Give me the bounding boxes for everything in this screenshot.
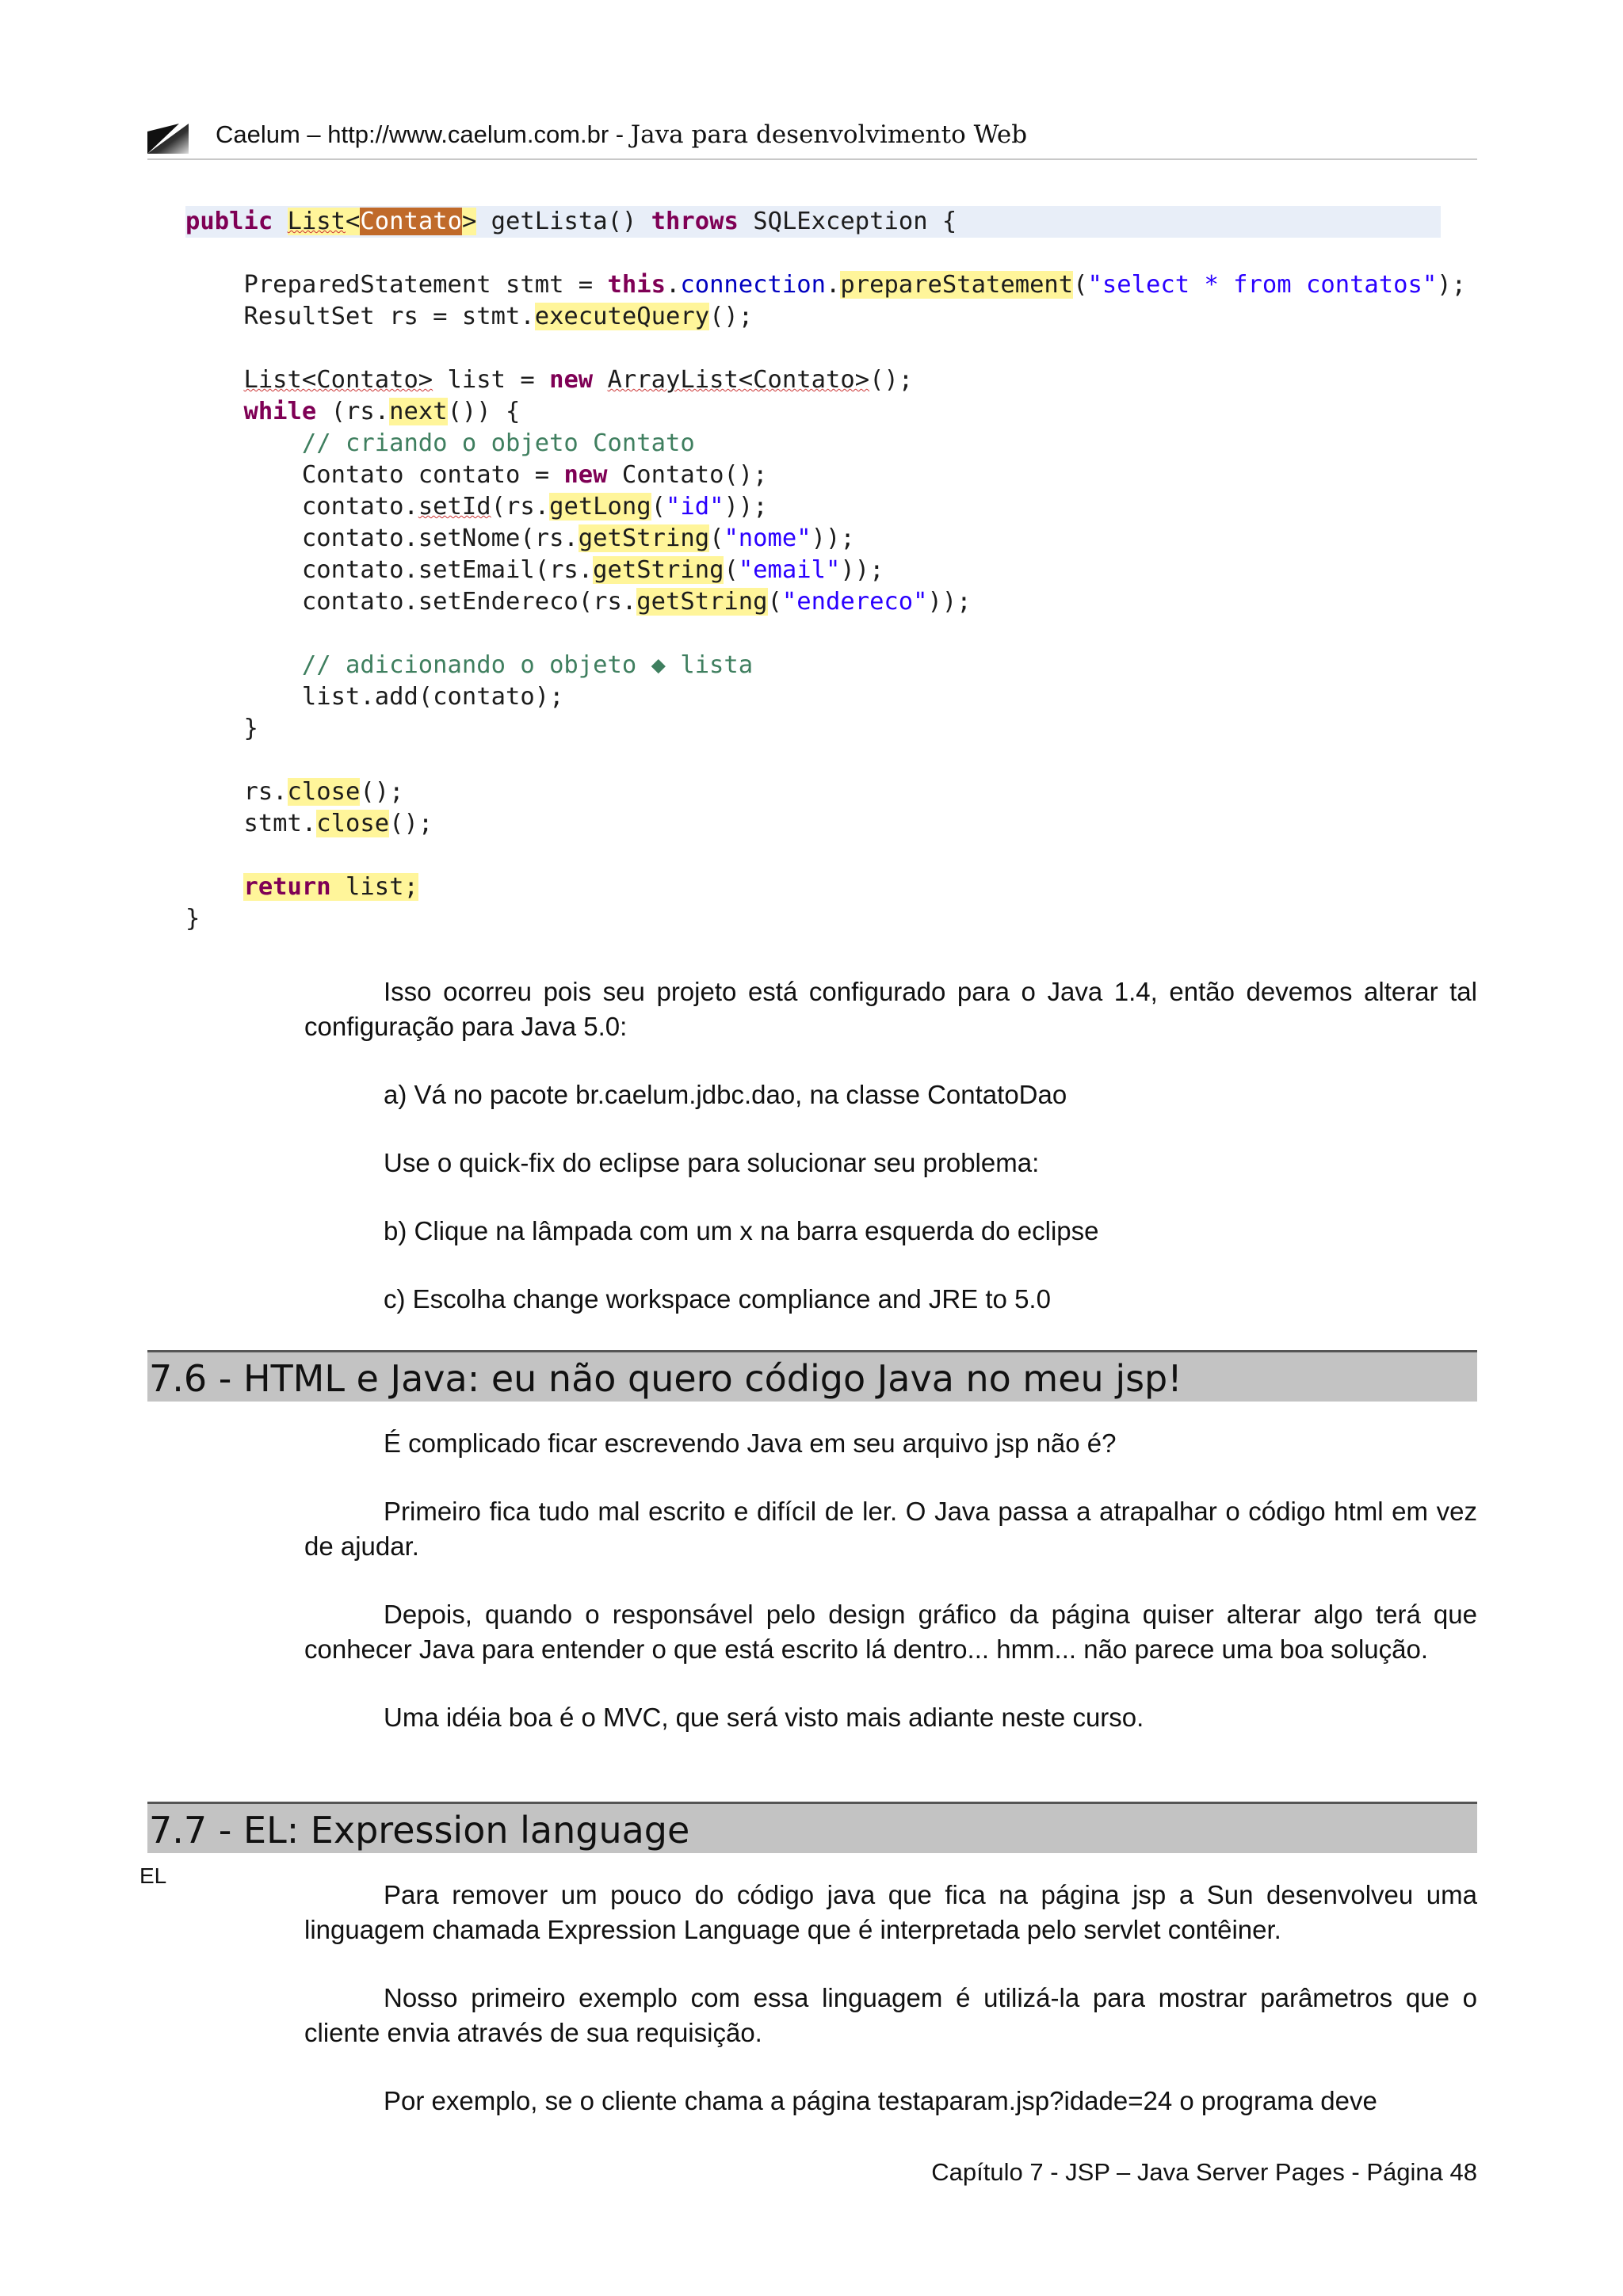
paragraph: Isso ocorreu pois seu projeto está configurado para o Java 1.4, então devemos alterar tal configuração para Java 5.0:: [304, 977, 1477, 1041]
code-line: stmt.close();: [185, 810, 433, 837]
paragraph: Primeiro fica tudo mal escrito e difícil de ler. O Java passa a atrapalhar o código html em vez de ajudar.: [304, 1497, 1477, 1561]
paragraph: Depois, quando o responsável pelo design gráfico da página quiser alterar algo terá que conhecer Java para entender o que está escrito lá dentro... hmm... não parece uma boa solução.: [304, 1600, 1477, 1664]
code-listing: [185, 206, 1466, 935]
paragraph: Nosso primeiro exemplo com essa linguagem é utilizá-la para mostrar parâmetros que o cliente envia através de sua requisição.: [304, 1983, 1477, 2047]
caelum-logo-icon: [147, 124, 189, 154]
code-line: rs.close();: [185, 778, 404, 806]
code-line: contato.setEmail(rs.getString("email"));: [301, 556, 884, 584]
paragraph: b) Clique na lâmpada com um x na barra esquerda do eclipse: [384, 1216, 1099, 1245]
page-header: [147, 117, 1477, 160]
code-line: contato.setNome(rs.getString("nome"));: [301, 524, 855, 552]
paragraph: Uma idéia boa é o MVC, que será visto mais adiante neste curso.: [384, 1703, 1144, 1732]
header-title: Caelum – http://www.caelum.com.br - Java para desenvolvimento Web: [216, 120, 1028, 149]
code-line: }: [185, 715, 258, 742]
code-line: }: [185, 905, 200, 933]
code-line: while (rs.next()) {: [243, 398, 521, 425]
code-line: List<Contato> list = new ArrayList<Contato>();: [243, 366, 914, 394]
code-line: // adicionando o objeto ◆ lista: [185, 651, 754, 679]
code-line: [185, 238, 1441, 269]
code-line: Contato contato = new Contato();: [185, 461, 768, 489]
margin-note: EL: [139, 1863, 167, 1888]
paragraph: Para remover um pouco do código java que fica na página jsp a Sun desenvolveu uma linguagem chamada Expression Language que é interpretada pelo servlet contêiner.: [304, 1880, 1477, 1944]
paragraph: a) Vá no pacote br.caelum.jdbc.dao, na classe ContatoDao: [384, 1080, 1067, 1109]
code-line: PreparedStatement stmt = this.connection.prepareStatement("select * from contatos");: [185, 271, 1466, 299]
code-line: contato.setId(rs.getLong("id"));: [301, 493, 768, 521]
code-line: list.add(contato);: [185, 683, 564, 711]
code-line: [185, 618, 1441, 650]
paragraph: Por exemplo, se o cliente chama a página testaparam.jsp?idade=24 o programa deve: [384, 2086, 1377, 2115]
code-line: ResultSet rs = stmt.executeQuery();: [185, 303, 754, 330]
code-line: [185, 745, 1441, 776]
paragraph: c) Escolha change workspace compliance and JRE to 5.0: [384, 1284, 1051, 1314]
page-footer: Capítulo 7 - JSP – Java Server Pages - Página 48: [931, 2158, 1477, 2186]
paragraph: É complicado ficar escrevendo Java em seu arquivo jsp não é?: [384, 1428, 1117, 1458]
code-line: [185, 840, 1441, 871]
paragraph: Use o quick-fix do eclipse para solucionar seu problema:: [384, 1148, 1040, 1177]
code-line: contato.setEndereco(rs.getString("endereco"));: [301, 588, 972, 616]
section-heading: 7.6 - HTML e Java: eu não quero código Java no meu jsp!: [147, 1350, 1477, 1402]
code-line: public List<Contato> getLista() throws SQLException {: [185, 206, 1441, 238]
section-heading: 7.7 - EL: Expression language: [147, 1802, 1477, 1853]
code-line: // criando o objeto Contato: [185, 429, 695, 457]
code-line: [185, 333, 1441, 364]
code-line: return list;: [243, 873, 418, 901]
